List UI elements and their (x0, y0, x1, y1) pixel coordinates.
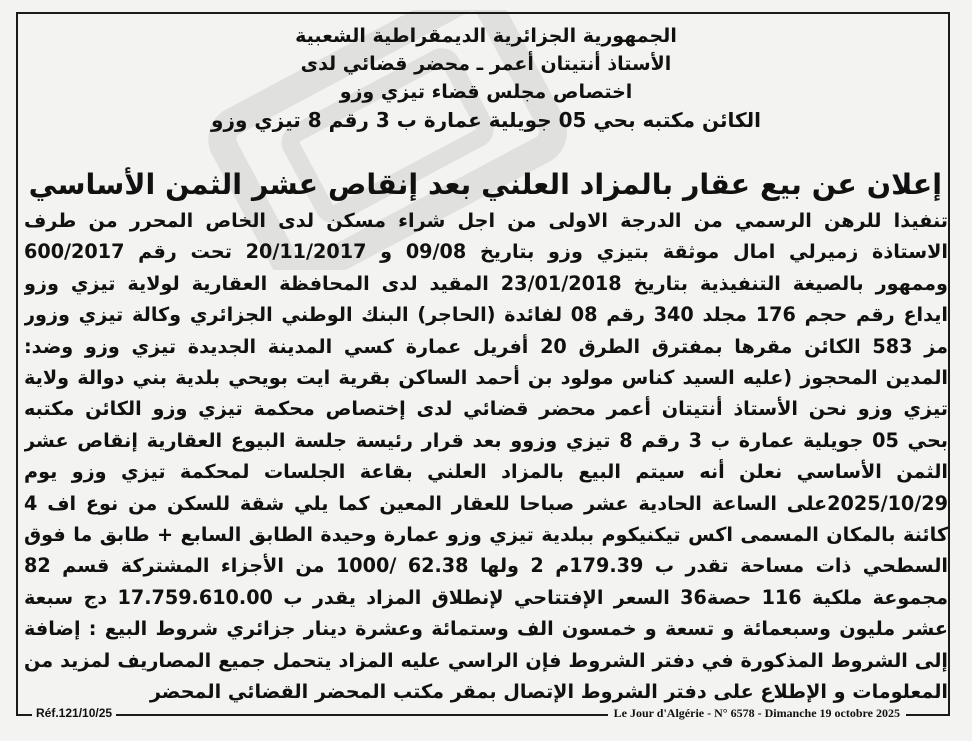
header-bailiff: الأستاذ أنتيتان أعمر ـ محضر قضائي لدى (300, 53, 672, 75)
body-line: إلى الشروط المذكورة في دفتر الشروط فإن الراسي عليه المزاد يتحمل جميع المصاريف لمزيد من (24, 648, 948, 672)
notice-header (40, 22, 932, 134)
body-line: تنفيذا للرهن الرسمي من الدرجة الاولى من اجل شراء مسكن لدى الخاص المحرر من طرف (24, 209, 948, 232)
body-line: تيزي وزو نحن الأستاذ أنتيتان أعمر محضر قضائي لدى إختصاص محكمة تيزي وزو الكائن مكتبه (24, 397, 948, 421)
notice-body (24, 205, 948, 708)
reference-number: Réf.121/10/25 (32, 706, 116, 720)
body-line: 2025/10/29على الساعة الحادية عشر صباحا للعقار المعين كما يلي شقة للسكن من نوع اف 4 (24, 491, 948, 515)
body-line: السطحي ذات مساحة تقدر ب 179.39م 2 ولها 62.38 /1000 من الأجزاء المشتركة قسم 82 (24, 554, 948, 578)
header-jurisdiction: اختصاص مجلس قضاء تيزي وزو (339, 81, 633, 103)
notice-footer (10, 706, 906, 720)
body-line: المدين المحجوز (عليه السيد كناس مولود بن أحمد الساكن بقرية ايت بويحي بلدية بني دوالة ولاية (24, 366, 948, 390)
body-line: كائنة بالمكان المسمى اكس تيكنيكوم ببلدية تيزي وزو عمارة وحيدة الطابق السابع + طابق ما فوق (24, 523, 948, 547)
header-republic: الجمهورية الجزائرية الديمقراطية الشعبية (295, 25, 677, 47)
notice-title: إعلان عن بيع عقار بالمزاد العلني بعد إنقاص عشر الثمن الأساسي (28, 168, 942, 201)
body-line: الاستاذة زميرلي امال موثقة بتيزي وزو بتاريخ 09/08 و 20/11/2017 تحت رقم 600/2017 (24, 240, 948, 264)
body-line: مز 583 الكائن مقرها بمفترق الطرق 20 أفريل عمارة كسي المدينة الجديدة تيزي وزو وضد: (24, 334, 948, 358)
header-address: الكائن مكتبه بحي 05 جويلية عمارة ب 3 رقم 8 تيزي وزو (211, 108, 761, 132)
publication-line: Le Jour d'Algérie - N° 6578 - Dimanche 19 octobre 2025 (608, 706, 906, 721)
body-line: مجموعة ملكية 116 حصة36 السعر الإفتتاحي لإنطلاق المزاد يقدر ب 17.759.610.00 دج سبعة (24, 585, 948, 609)
body-line: عشر مليون وسبعمائة و تسعة و خمسون الف وستمائة وعشرة دينار جزائري شروط البيع : إضافة (24, 617, 948, 641)
body-line: المعلومات و الإطلاع على دفتر الشروط الإتصال بمقر مكتب المحضر القضائي المحضر (149, 680, 948, 704)
body-line: ايداع رقم حجم 176 مجلد 340 رقم 08 لفائدة (الحاجر) البنك الوطني الجزائري وكالة تيزي وزور (24, 303, 948, 327)
body-line: وممهور بالصيغة التنفيذية بتاريخ 23/01/2018 المقيد لدى المحافظة العقارية لولاية تيزي وزو (24, 271, 948, 295)
body-line: بحي 05 جويلية عمارة ب 3 رقم 8 تيزي وزوو بعد قرار رئيسة جلسة البيوع العقارية إنقاص عشر (24, 428, 948, 452)
body-line: الثمن الأساسي نعلن أنه سيتم البيع بالمزاد العلني بقاعة الجلسات لمحكمة تيزي وزو يوم (24, 460, 948, 484)
